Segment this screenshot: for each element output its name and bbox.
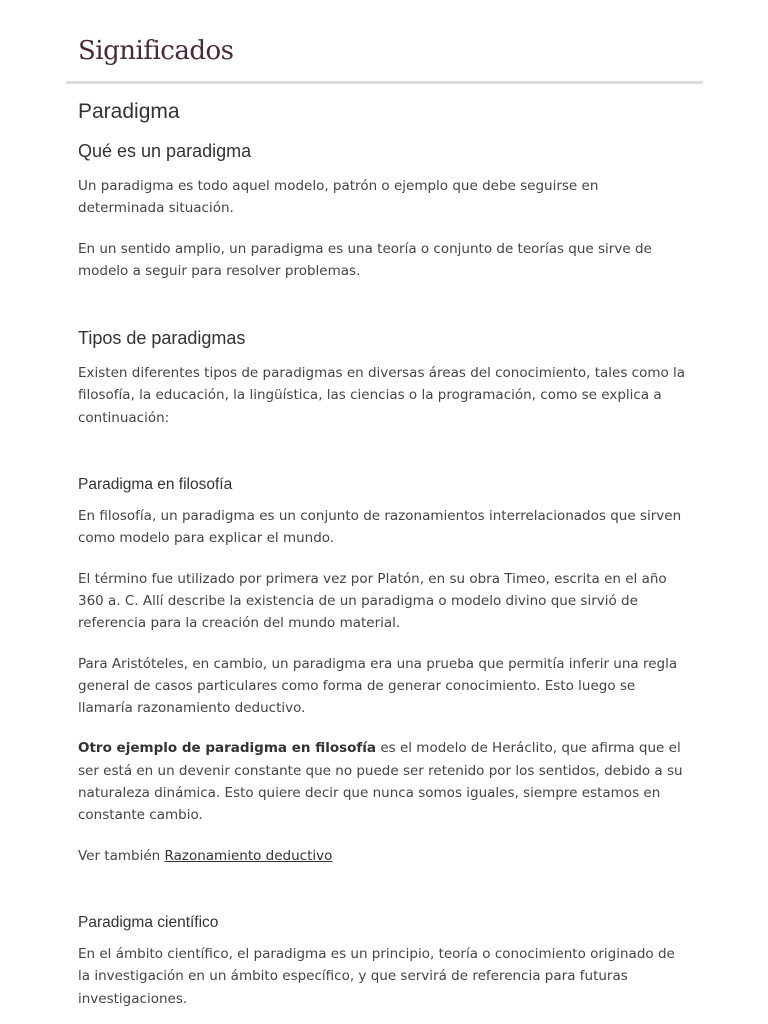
section-heading-tipos: Tipos de paradigmas bbox=[78, 328, 246, 349]
section-heading-que-es: Qué es un paradigma bbox=[78, 141, 252, 161]
article-title: Paradigma bbox=[78, 100, 180, 123]
see-also-link-razonamiento-deductivo[interactable]: Razonamiento deductivo bbox=[164, 847, 333, 864]
see-also bbox=[78, 845, 688, 867]
paragraph-tipos-intro: Existen diferentes tipos de paradigmas en diversas áreas del conocimiento, tales como la filosofía, la educación, la lingüística, las ciencias o la programación, como se explica a continuación: bbox=[78, 365, 686, 426]
paragraph-filosofia-1: En filosofía, un paradigma es un conjunto de razonamientos interrelacionados que sirven como modelo para explicar el mundo. bbox=[78, 508, 682, 547]
paragraph-filosofia-aristoteles: Para Aristóteles, en cambio, un paradigma era una prueba que permitía inferir una regla general de casos particulares como forma de generar conocimiento. Esto luego se llamaría razonamiento deductivo. bbox=[78, 655, 678, 717]
paragraph-cientifico-1: En el ámbito científico, el paradigma es un principio, teoría o conocimiento originado de la investigación en un ámbito específico, y que servirá de referencia para futuras investigaciones. bbox=[78, 945, 675, 1007]
see-also-prefix: Ver también bbox=[78, 847, 165, 864]
site-logo[interactable]: Significados bbox=[78, 36, 234, 66]
subsection-heading-filosofia: Paradigma en filosofía bbox=[78, 476, 233, 494]
paragraph-definition: Un paradigma es todo aquel modelo, patrón o ejemplo que debe seguirse en determinada situación. bbox=[78, 178, 599, 217]
paragraph-broad-sense: En un sentido amplio, un paradigma es una teoría o conjunto de teorías que sirve de modelo a seguir para resolver problemas. bbox=[78, 240, 652, 279]
article-content bbox=[78, 96, 688, 1024]
subsection-heading-cientifico: Paradigma científico bbox=[78, 913, 219, 931]
paragraph-filosofia-platon: El término fue utilizado por primera vez por Platón, en su obra Timeo, escrita en el año 360 a. C. Allí describe la existencia de un paradigma o modelo divino que sirvió de referencia para la creación del mundo material. bbox=[78, 570, 667, 632]
paragraph-filosofia-heraclito bbox=[78, 737, 688, 826]
paragraph-text: es el modelo de Heráclito, que afirma que el ser está en un devenir constante que no puede ser retenido por los sentidos, debido a su naturaleza dinámica. Esto quiere decir que nunca somos iguales, siempre estamos en constante cambio. bbox=[78, 740, 683, 824]
site-header bbox=[66, 0, 703, 84]
bold-phrase: Otro ejemplo de paradigma en filosofía bbox=[78, 740, 377, 757]
